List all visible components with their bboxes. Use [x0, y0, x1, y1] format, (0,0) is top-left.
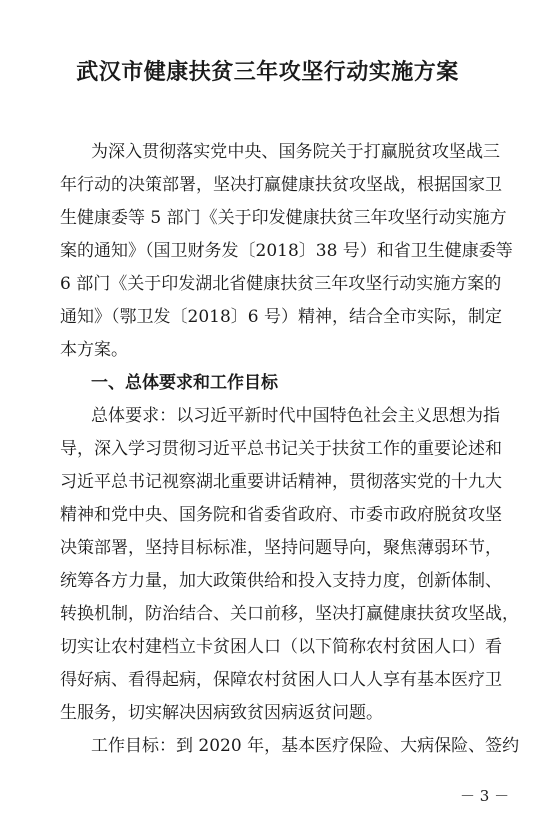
- document-title: 武汉市健康扶贫三年攻坚行动实施方案: [76, 59, 459, 85]
- page-number: － 3 －: [460, 787, 510, 805]
- requirement-line: 切实让农村建档立卡贫困人口（以下简称农村贫困人口）看: [60, 637, 502, 657]
- goal-line: 工作目标：到 2020 年，基本医疗保险、大病保险、签约: [91, 736, 520, 756]
- requirement-line: 生服务，切实解决因病致贫因病返贫问题。: [60, 703, 383, 723]
- requirement-line: 导，深入学习贯彻习近平总书记关于扶贫工作的重要论述和: [60, 439, 502, 459]
- intro-line: 通知》（鄂卫发〔2018〕6 号）精神，结合全市实际，制定: [60, 307, 502, 327]
- requirement-line: 得好病、看得起病，保障农村贫困人口人人享有基本医疗卫: [60, 670, 502, 690]
- intro-line: 本方案。: [60, 340, 128, 360]
- intro-line: 生健康委等 5 部门《关于印发健康扶贫三年攻坚行动实施方: [60, 208, 507, 228]
- intro-line: 为深入贯彻落实党中央、国务院关于打赢脱贫攻坚战三: [91, 142, 500, 162]
- requirement-line: 统筹各方力量，加大政策供给和投入支持力度，创新体制、: [60, 571, 502, 591]
- requirement-line: 总体要求：以习近平新时代中国特色社会主义思想为指: [91, 406, 500, 426]
- requirement-line: 习近平总书记视察湖北重要讲话精神，贯彻落实党的十九大: [60, 472, 502, 492]
- requirement-line: 决策部署，坚持目标标准，坚持问题导向，聚焦薄弱环节，: [60, 538, 502, 558]
- intro-line: 年行动的决策部署，坚决打赢健康扶贫攻坚战，根据国家卫: [60, 175, 502, 195]
- requirement-line: 转换机制，防治结合、关口前移，坚决打赢健康扶贫攻坚战，: [60, 604, 519, 624]
- intro-line: 6 部门《关于印发湖北省健康扶贫三年攻坚行动实施方案的: [60, 274, 502, 294]
- section-heading: 一、总体要求和工作目标: [91, 373, 278, 393]
- intro-line: 案的通知》（国卫财务发〔2018〕38 号）和省卫生健康委等: [60, 241, 513, 261]
- requirement-line: 精神和党中央、国务院和省委省政府、市委市政府脱贫攻坚: [60, 505, 502, 525]
